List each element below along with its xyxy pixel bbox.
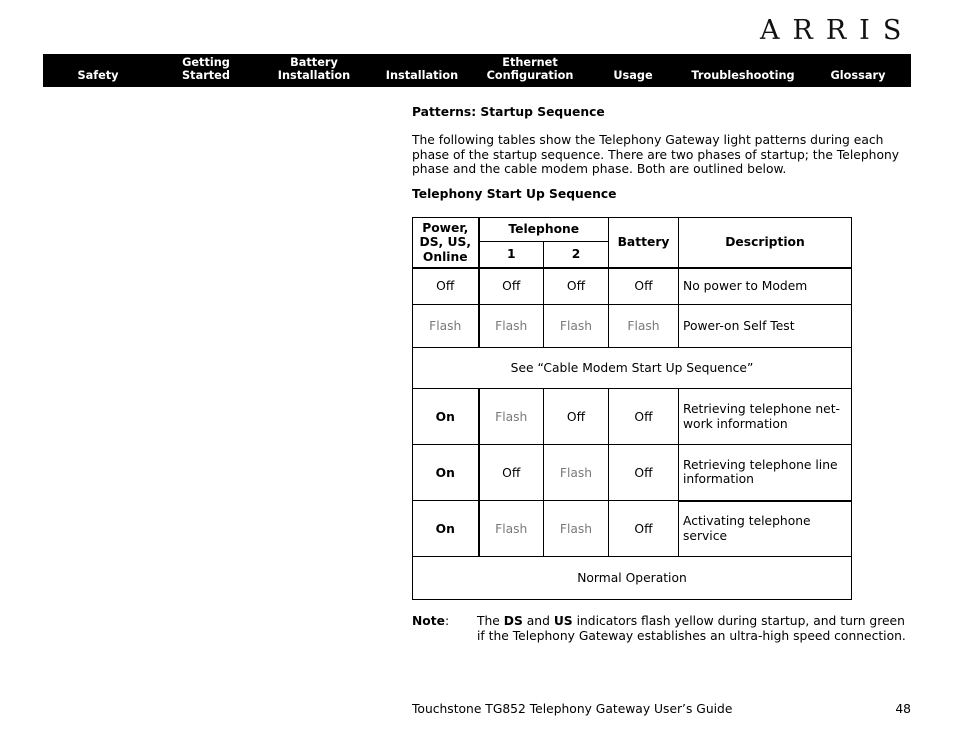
cell-telephone-1: Flash [479, 389, 544, 445]
table-row [413, 389, 852, 445]
header-telephone-1: 1 [479, 242, 544, 268]
note-label-colon: : [444, 614, 450, 628]
note-text-pre: The [477, 614, 504, 628]
nav-item-label: Usage [613, 69, 653, 82]
table-row [413, 501, 852, 557]
cell-span-cable-modem-reference: See “Cable Modem Start Up Sequence” [413, 348, 852, 389]
top-nav-bar [43, 54, 911, 87]
table-title: Telephony Start Up Sequence [412, 187, 617, 201]
nav-item-troubleshooting[interactable] [681, 54, 805, 87]
cell-power: On [413, 501, 479, 557]
note-label [412, 614, 449, 629]
table-row [413, 305, 852, 348]
footer-guide-title: Touchstone TG852 Telephony Gateway User’s Guide [412, 702, 733, 716]
cell-power: Off [413, 268, 479, 305]
nav-item-label: Safety [77, 69, 119, 82]
nav-item-ethernet-configuration[interactable] [475, 54, 585, 87]
cell-battery: Off [609, 268, 679, 305]
nav-item-label: Battery Installation [277, 56, 351, 82]
cell-power: On [413, 445, 479, 501]
cell-description: Power-on Self Test [679, 305, 852, 348]
table-row [413, 348, 852, 389]
table-row [413, 557, 852, 600]
header-battery: Battery [609, 218, 679, 268]
nav-item-label: Glossary [830, 69, 886, 82]
nav-item-safety[interactable] [43, 54, 153, 87]
note-us-term: US [553, 614, 573, 628]
nav-item-usage[interactable] [585, 54, 681, 87]
header-telephone-2: 2 [544, 242, 609, 268]
cell-telephone-2: Off [544, 389, 609, 445]
header-power: Power, DS, US, Online [413, 218, 479, 268]
section-title: Patterns: Startup Sequence [412, 105, 605, 119]
cell-description: Activating telephone service [679, 501, 852, 557]
cell-power: Flash [413, 305, 479, 348]
note-text-post: indicators flash yellow during startup, and turn green if the Telephony Gateway establishes an ultra-high speed connection. [477, 614, 906, 643]
startup-sequence-table [412, 217, 852, 600]
header-telephone: Telephone [479, 218, 609, 242]
table-row [413, 268, 852, 305]
cell-telephone-2: Off [544, 268, 609, 305]
nav-item-label: Ethernet Configuration [486, 56, 574, 82]
cell-telephone-1: Off [479, 268, 544, 305]
footer-page-number: 48 [895, 702, 911, 716]
nav-item-label: Getting Started [182, 56, 230, 82]
nav-item-installation[interactable] [369, 54, 475, 87]
cell-telephone-1: Flash [479, 501, 544, 557]
nav-item-getting-started[interactable] [153, 54, 259, 87]
table-row [413, 445, 852, 501]
intro-paragraph: The following tables show the Telephony Gateway light patterns during each phase of the startup sequence. There are two phases of startup; the Telephony phase and the cable modem phase. Both are outlined below. [412, 133, 900, 177]
cell-description: Retrieving telephone line information [679, 445, 852, 501]
note-ds-term: DS [503, 614, 523, 628]
cell-telephone-1: Off [479, 445, 544, 501]
cell-power: On [413, 389, 479, 445]
cell-battery: Flash [609, 305, 679, 348]
cell-description: Retrieving telephone net- work information [679, 389, 852, 445]
note-text-and: and [522, 614, 554, 628]
cell-telephone-1: Flash [479, 305, 544, 348]
cell-description: No power to Modem [679, 268, 852, 305]
cell-telephone-2: Flash [544, 305, 609, 348]
cell-battery: Off [609, 389, 679, 445]
nav-item-label: Troubleshooting [691, 69, 795, 82]
note-text [477, 614, 911, 643]
nav-item-label: Installation [385, 69, 459, 82]
nav-item-battery-installation[interactable] [259, 54, 369, 87]
cell-span-normal-operation: Normal Operation [413, 557, 852, 600]
note-label-text: Note [412, 614, 445, 628]
header-description: Description [679, 218, 852, 268]
cell-battery: Off [609, 445, 679, 501]
cell-battery: Off [609, 501, 679, 557]
nav-item-glossary[interactable] [805, 54, 911, 87]
cell-telephone-2: Flash [544, 501, 609, 557]
cell-telephone-2: Flash [544, 445, 609, 501]
arris-logo: ARRIS [760, 15, 915, 46]
